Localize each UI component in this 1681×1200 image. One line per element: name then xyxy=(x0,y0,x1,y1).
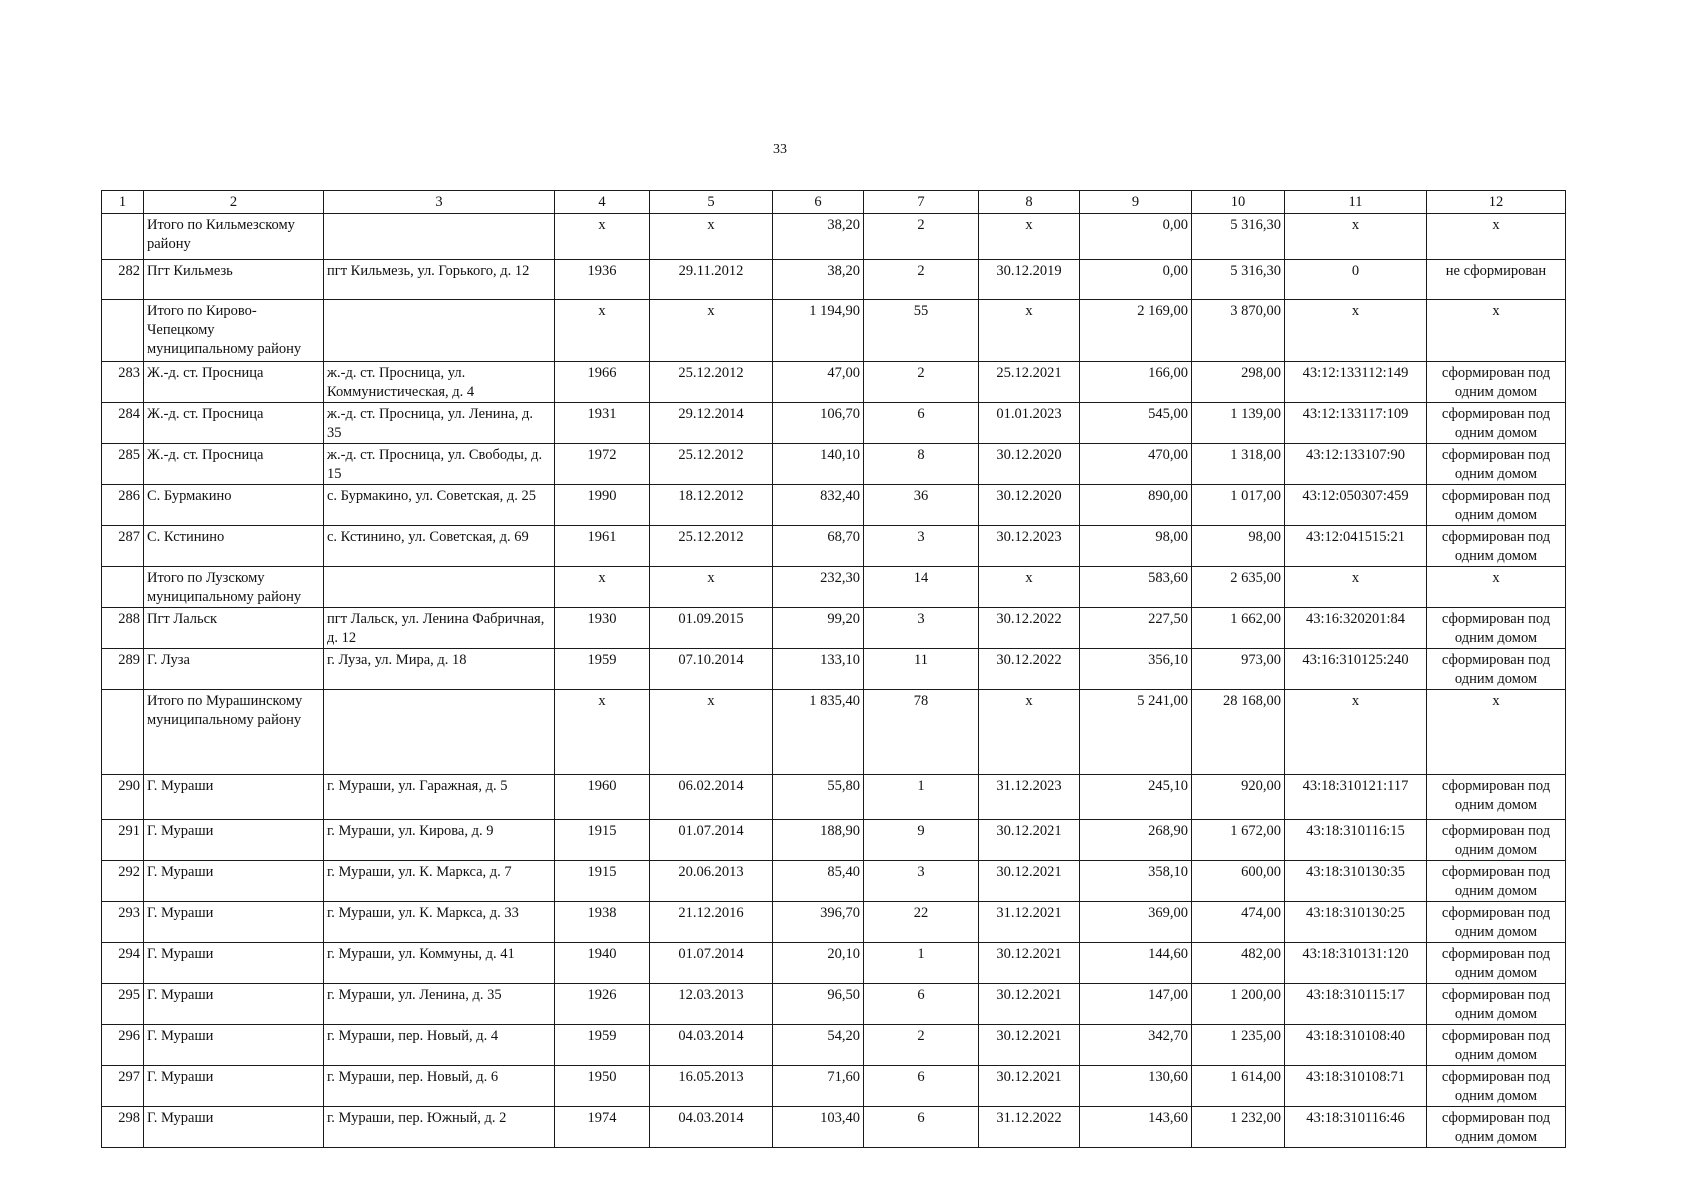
cadastral-number-cell: 0 xyxy=(1285,260,1427,300)
planned-area-cell: 143,60 xyxy=(1080,1107,1192,1148)
address-cell: ж.-д. ст. Просница, ул. Свободы, д. 15 xyxy=(324,444,555,485)
land-status-cell: не сформирован xyxy=(1427,260,1566,300)
land-area-cell: 5 316,30 xyxy=(1192,260,1285,300)
land-area-cell: 3 870,00 xyxy=(1192,300,1285,362)
column-number: 2 xyxy=(144,191,324,214)
housing-register-table xyxy=(101,190,1566,1148)
year-built-cell: 1972 xyxy=(555,444,650,485)
cadastral-number-cell: 43:12:133112:149 xyxy=(1285,362,1427,403)
residents-cell: 2 xyxy=(864,260,979,300)
resettlement-deadline-cell: 30.12.2021 xyxy=(979,1025,1080,1066)
land-status-cell: сформирован под одним домом xyxy=(1427,526,1566,567)
resettlement-deadline-cell: x xyxy=(979,300,1080,362)
address-cell: г. Мураши, ул. Коммуны, д. 41 xyxy=(324,943,555,984)
area-cell: 133,10 xyxy=(773,649,864,690)
settlement-cell: Итого по Кильмезскому району xyxy=(144,214,324,260)
land-area-cell: 1 017,00 xyxy=(1192,485,1285,526)
column-number: 3 xyxy=(324,191,555,214)
table-row xyxy=(102,984,1566,1025)
row-number-cell: 298 xyxy=(102,1107,144,1148)
planned-area-cell: 470,00 xyxy=(1080,444,1192,485)
table-row xyxy=(102,362,1566,403)
address-cell: г. Мураши, ул. К. Маркса, д. 33 xyxy=(324,902,555,943)
area-cell: 71,60 xyxy=(773,1066,864,1107)
settlement-cell: Пгт Кильмезь xyxy=(144,260,324,300)
land-status-cell: x xyxy=(1427,567,1566,608)
settlement-cell: Г. Мураши xyxy=(144,775,324,820)
address-cell: г. Луза, ул. Мира, д. 18 xyxy=(324,649,555,690)
resettlement-deadline-cell: 30.12.2020 xyxy=(979,485,1080,526)
resettlement-deadline-cell: 30.12.2021 xyxy=(979,1066,1080,1107)
column-number: 1 xyxy=(102,191,144,214)
cadastral-number-cell: 43:16:320201:84 xyxy=(1285,608,1427,649)
resettlement-deadline-cell: 31.12.2021 xyxy=(979,902,1080,943)
settlement-cell: Г. Мураши xyxy=(144,902,324,943)
year-built-cell: x xyxy=(555,300,650,362)
year-built-cell: 1959 xyxy=(555,1025,650,1066)
land-area-cell: 482,00 xyxy=(1192,943,1285,984)
residents-cell: 6 xyxy=(864,984,979,1025)
land-status-cell: сформирован под одним домом xyxy=(1427,861,1566,902)
area-cell: 38,20 xyxy=(773,214,864,260)
table-row xyxy=(102,1025,1566,1066)
area-cell: 38,20 xyxy=(773,260,864,300)
planned-area-cell: 147,00 xyxy=(1080,984,1192,1025)
year-built-cell: 1936 xyxy=(555,260,650,300)
address-cell: г. Мураши, ул. Ленина, д. 35 xyxy=(324,984,555,1025)
resettlement-deadline-cell: 31.12.2022 xyxy=(979,1107,1080,1148)
land-status-cell: сформирован под одним домом xyxy=(1427,820,1566,861)
planned-area-cell: 245,10 xyxy=(1080,775,1192,820)
land-area-cell: 474,00 xyxy=(1192,902,1285,943)
land-status-cell: сформирован под одним домом xyxy=(1427,902,1566,943)
cadastral-number-cell: 43:12:133107:90 xyxy=(1285,444,1427,485)
year-built-cell: 1974 xyxy=(555,1107,650,1148)
planned-area-cell: 583,60 xyxy=(1080,567,1192,608)
cadastral-number-cell: 43:18:310116:46 xyxy=(1285,1107,1427,1148)
settlement-cell: С. Кстинино xyxy=(144,526,324,567)
residents-cell: 9 xyxy=(864,820,979,861)
cadastral-number-cell: x xyxy=(1285,690,1427,775)
land-status-cell: x xyxy=(1427,300,1566,362)
year-built-cell: 1940 xyxy=(555,943,650,984)
land-status-cell: сформирован под одним домом xyxy=(1427,1066,1566,1107)
settlement-cell: Ж.-д. ст. Просница xyxy=(144,444,324,485)
planned-area-cell: 5 241,00 xyxy=(1080,690,1192,775)
land-status-cell: x xyxy=(1427,690,1566,775)
area-cell: 140,10 xyxy=(773,444,864,485)
land-area-cell: 1 662,00 xyxy=(1192,608,1285,649)
cadastral-number-cell: 43:18:310130:25 xyxy=(1285,902,1427,943)
land-area-cell: 1 232,00 xyxy=(1192,1107,1285,1148)
land-area-cell: 600,00 xyxy=(1192,861,1285,902)
land-status-cell: сформирован под одним домом xyxy=(1427,608,1566,649)
address-cell: ж.-д. ст. Просница, ул. Коммунистическая, д. 4 xyxy=(324,362,555,403)
cadastral-number-cell: 43:18:310116:15 xyxy=(1285,820,1427,861)
land-area-cell: 1 318,00 xyxy=(1192,444,1285,485)
land-area-cell: 973,00 xyxy=(1192,649,1285,690)
column-number: 7 xyxy=(864,191,979,214)
residents-cell: 3 xyxy=(864,608,979,649)
planned-area-cell: 356,10 xyxy=(1080,649,1192,690)
settlement-cell: Г. Мураши xyxy=(144,1025,324,1066)
table-row xyxy=(102,1107,1566,1148)
year-built-cell: 1931 xyxy=(555,403,650,444)
area-cell: 96,50 xyxy=(773,984,864,1025)
row-number-cell: 282 xyxy=(102,260,144,300)
land-status-cell: сформирован под одним домом xyxy=(1427,984,1566,1025)
column-number: 10 xyxy=(1192,191,1285,214)
land-status-cell: сформирован под одним домом xyxy=(1427,444,1566,485)
land-status-cell: сформирован под одним домом xyxy=(1427,649,1566,690)
address-cell: г. Мураши, ул. Кирова, д. 9 xyxy=(324,820,555,861)
district-total-row xyxy=(102,214,1566,260)
table-row xyxy=(102,943,1566,984)
area-cell: 99,20 xyxy=(773,608,864,649)
resettlement-deadline-cell: 30.12.2019 xyxy=(979,260,1080,300)
residents-cell: 1 xyxy=(864,943,979,984)
residents-cell: 6 xyxy=(864,1066,979,1107)
residents-cell: 36 xyxy=(864,485,979,526)
area-cell: 232,30 xyxy=(773,567,864,608)
recognition-date-cell: 06.02.2014 xyxy=(650,775,773,820)
planned-area-cell: 144,60 xyxy=(1080,943,1192,984)
area-cell: 1 835,40 xyxy=(773,690,864,775)
table-row xyxy=(102,649,1566,690)
recognition-date-cell: 18.12.2012 xyxy=(650,485,773,526)
cadastral-number-cell: x xyxy=(1285,300,1427,362)
cadastral-number-cell: x xyxy=(1285,567,1427,608)
recognition-date-cell: 16.05.2013 xyxy=(650,1066,773,1107)
residents-cell: 3 xyxy=(864,861,979,902)
settlement-cell: С. Бурмакино xyxy=(144,485,324,526)
residents-cell: 6 xyxy=(864,1107,979,1148)
settlement-cell: Г. Мураши xyxy=(144,820,324,861)
residents-cell: 22 xyxy=(864,902,979,943)
residents-cell: 14 xyxy=(864,567,979,608)
land-status-cell: сформирован под одним домом xyxy=(1427,362,1566,403)
year-built-cell: 1915 xyxy=(555,820,650,861)
resettlement-deadline-cell: x xyxy=(979,214,1080,260)
recognition-date-cell: x xyxy=(650,567,773,608)
area-cell: 55,80 xyxy=(773,775,864,820)
planned-area-cell: 0,00 xyxy=(1080,260,1192,300)
settlement-cell: Г. Мураши xyxy=(144,1066,324,1107)
planned-area-cell: 268,90 xyxy=(1080,820,1192,861)
table-row xyxy=(102,444,1566,485)
land-area-cell: 2 635,00 xyxy=(1192,567,1285,608)
settlement-cell: Г. Мураши xyxy=(144,861,324,902)
column-number-header-row xyxy=(102,191,1566,214)
table-row xyxy=(102,485,1566,526)
cadastral-number-cell: 43:12:050307:459 xyxy=(1285,485,1427,526)
page-number: 33 xyxy=(773,142,787,157)
resettlement-deadline-cell: x xyxy=(979,690,1080,775)
year-built-cell: 1915 xyxy=(555,861,650,902)
settlement-cell: Итого по Лузскому муниципальному району xyxy=(144,567,324,608)
recognition-date-cell: 21.12.2016 xyxy=(650,902,773,943)
land-area-cell: 1 614,00 xyxy=(1192,1066,1285,1107)
row-number-cell: 291 xyxy=(102,820,144,861)
settlement-cell: Г. Луза xyxy=(144,649,324,690)
land-status-cell: сформирован под одним домом xyxy=(1427,943,1566,984)
settlement-cell: Итого по Мурашинскому муниципальному району xyxy=(144,690,324,775)
planned-area-cell: 130,60 xyxy=(1080,1066,1192,1107)
address-cell xyxy=(324,567,555,608)
recognition-date-cell: 29.12.2014 xyxy=(650,403,773,444)
row-number-cell: 283 xyxy=(102,362,144,403)
recognition-date-cell: 07.10.2014 xyxy=(650,649,773,690)
resettlement-deadline-cell: 30.12.2023 xyxy=(979,526,1080,567)
resettlement-deadline-cell: 30.12.2022 xyxy=(979,608,1080,649)
year-built-cell: 1961 xyxy=(555,526,650,567)
residents-cell: 2 xyxy=(864,214,979,260)
recognition-date-cell: 01.07.2014 xyxy=(650,820,773,861)
area-cell: 832,40 xyxy=(773,485,864,526)
district-total-row xyxy=(102,300,1566,362)
settlement-cell: Итого по Кирово-Чепецкому муниципальному району xyxy=(144,300,324,362)
land-area-cell: 98,00 xyxy=(1192,526,1285,567)
year-built-cell: 1990 xyxy=(555,485,650,526)
table-row xyxy=(102,1066,1566,1107)
resettlement-deadline-cell: 31.12.2023 xyxy=(979,775,1080,820)
land-status-cell: сформирован под одним домом xyxy=(1427,485,1566,526)
resettlement-deadline-cell: 30.12.2020 xyxy=(979,444,1080,485)
resettlement-deadline-cell: 30.12.2021 xyxy=(979,984,1080,1025)
year-built-cell: 1966 xyxy=(555,362,650,403)
land-status-cell: сформирован под одним домом xyxy=(1427,775,1566,820)
residents-cell: 8 xyxy=(864,444,979,485)
address-cell: пгт Лальск, ул. Ленина Фабричная, д. 12 xyxy=(324,608,555,649)
planned-area-cell: 545,00 xyxy=(1080,403,1192,444)
table-row xyxy=(102,608,1566,649)
table-row xyxy=(102,902,1566,943)
recognition-date-cell: 25.12.2012 xyxy=(650,362,773,403)
row-number-cell: 296 xyxy=(102,1025,144,1066)
residents-cell: 6 xyxy=(864,403,979,444)
recognition-date-cell: x xyxy=(650,690,773,775)
row-number-cell: 293 xyxy=(102,902,144,943)
area-cell: 47,00 xyxy=(773,362,864,403)
column-number: 4 xyxy=(555,191,650,214)
year-built-cell: x xyxy=(555,214,650,260)
land-area-cell: 1 200,00 xyxy=(1192,984,1285,1025)
land-area-cell: 1 235,00 xyxy=(1192,1025,1285,1066)
cadastral-number-cell: 43:18:310131:120 xyxy=(1285,943,1427,984)
cadastral-number-cell: 43:18:310115:17 xyxy=(1285,984,1427,1025)
cadastral-number-cell: 43:16:310125:240 xyxy=(1285,649,1427,690)
recognition-date-cell: 01.07.2014 xyxy=(650,943,773,984)
resettlement-deadline-cell: 30.12.2021 xyxy=(979,861,1080,902)
address-cell: г. Мураши, ул. К. Маркса, д. 7 xyxy=(324,861,555,902)
planned-area-cell: 890,00 xyxy=(1080,485,1192,526)
address-cell: г. Мураши, пер. Южный, д. 2 xyxy=(324,1107,555,1148)
address-cell xyxy=(324,690,555,775)
cadastral-number-cell: 43:18:310108:71 xyxy=(1285,1066,1427,1107)
year-built-cell: 1950 xyxy=(555,1066,650,1107)
planned-area-cell: 227,50 xyxy=(1080,608,1192,649)
address-cell: с. Бурмакино, ул. Советская, д. 25 xyxy=(324,485,555,526)
recognition-date-cell: 29.11.2012 xyxy=(650,260,773,300)
column-number: 12 xyxy=(1427,191,1566,214)
planned-area-cell: 358,10 xyxy=(1080,861,1192,902)
resettlement-deadline-cell: 30.12.2021 xyxy=(979,943,1080,984)
year-built-cell: x xyxy=(555,567,650,608)
area-cell: 20,10 xyxy=(773,943,864,984)
recognition-date-cell: 01.09.2015 xyxy=(650,608,773,649)
column-number: 5 xyxy=(650,191,773,214)
resettlement-deadline-cell: 30.12.2021 xyxy=(979,820,1080,861)
address-cell: с. Кстинино, ул. Советская, д. 69 xyxy=(324,526,555,567)
address-cell: г. Мураши, ул. Гаражная, д. 5 xyxy=(324,775,555,820)
residents-cell: 2 xyxy=(864,1025,979,1066)
district-total-row xyxy=(102,690,1566,775)
planned-area-cell: 342,70 xyxy=(1080,1025,1192,1066)
residents-cell: 11 xyxy=(864,649,979,690)
table-row xyxy=(102,820,1566,861)
land-status-cell: x xyxy=(1427,214,1566,260)
recognition-date-cell: x xyxy=(650,300,773,362)
land-area-cell: 1 672,00 xyxy=(1192,820,1285,861)
cadastral-number-cell: 43:12:041515:21 xyxy=(1285,526,1427,567)
address-cell: ж.-д. ст. Просница, ул. Ленина, д. 35 xyxy=(324,403,555,444)
recognition-date-cell: 04.03.2014 xyxy=(650,1025,773,1066)
row-number-cell: 287 xyxy=(102,526,144,567)
column-number: 11 xyxy=(1285,191,1427,214)
area-cell: 103,40 xyxy=(773,1107,864,1148)
residents-cell: 78 xyxy=(864,690,979,775)
column-number: 6 xyxy=(773,191,864,214)
area-cell: 396,70 xyxy=(773,902,864,943)
cadastral-number-cell: x xyxy=(1285,214,1427,260)
row-number-cell: 290 xyxy=(102,775,144,820)
year-built-cell: x xyxy=(555,690,650,775)
column-number: 8 xyxy=(979,191,1080,214)
land-area-cell: 28 168,00 xyxy=(1192,690,1285,775)
resettlement-deadline-cell: x xyxy=(979,567,1080,608)
cadastral-number-cell: 43:12:133117:109 xyxy=(1285,403,1427,444)
land-area-cell: 920,00 xyxy=(1192,775,1285,820)
land-area-cell: 5 316,30 xyxy=(1192,214,1285,260)
area-cell: 85,40 xyxy=(773,861,864,902)
planned-area-cell: 2 169,00 xyxy=(1080,300,1192,362)
table-row xyxy=(102,403,1566,444)
year-built-cell: 1960 xyxy=(555,775,650,820)
recognition-date-cell: 25.12.2012 xyxy=(650,444,773,485)
cadastral-number-cell: 43:18:310130:35 xyxy=(1285,861,1427,902)
recognition-date-cell: 04.03.2014 xyxy=(650,1107,773,1148)
recognition-date-cell: 20.06.2013 xyxy=(650,861,773,902)
area-cell: 68,70 xyxy=(773,526,864,567)
row-number-cell: 286 xyxy=(102,485,144,526)
row-number-cell: 284 xyxy=(102,403,144,444)
resettlement-deadline-cell: 25.12.2021 xyxy=(979,362,1080,403)
settlement-cell: Пгт Лальск xyxy=(144,608,324,649)
residents-cell: 1 xyxy=(864,775,979,820)
address-cell xyxy=(324,214,555,260)
table-body xyxy=(102,214,1566,1148)
address-cell: г. Мураши, пер. Новый, д. 6 xyxy=(324,1066,555,1107)
settlement-cell: Ж.-д. ст. Просница xyxy=(144,403,324,444)
settlement-cell: Г. Мураши xyxy=(144,1107,324,1148)
address-cell xyxy=(324,300,555,362)
row-number-cell: 295 xyxy=(102,984,144,1025)
resettlement-deadline-cell: 30.12.2022 xyxy=(979,649,1080,690)
row-number-cell: 288 xyxy=(102,608,144,649)
land-status-cell: сформирован под одним домом xyxy=(1427,1025,1566,1066)
row-number-cell xyxy=(102,300,144,362)
recognition-date-cell: 12.03.2013 xyxy=(650,984,773,1025)
residents-cell: 2 xyxy=(864,362,979,403)
land-area-cell: 1 139,00 xyxy=(1192,403,1285,444)
row-number-cell: 285 xyxy=(102,444,144,485)
address-cell: г. Мураши, пер. Новый, д. 4 xyxy=(324,1025,555,1066)
row-number-cell xyxy=(102,214,144,260)
land-area-cell: 298,00 xyxy=(1192,362,1285,403)
cadastral-number-cell: 43:18:310121:117 xyxy=(1285,775,1427,820)
residents-cell: 55 xyxy=(864,300,979,362)
year-built-cell: 1959 xyxy=(555,649,650,690)
resettlement-deadline-cell: 01.01.2023 xyxy=(979,403,1080,444)
area-cell: 106,70 xyxy=(773,403,864,444)
land-status-cell: сформирован под одним домом xyxy=(1427,403,1566,444)
row-number-cell xyxy=(102,567,144,608)
year-built-cell: 1938 xyxy=(555,902,650,943)
address-cell: пгт Кильмезь, ул. Горького, д. 12 xyxy=(324,260,555,300)
planned-area-cell: 369,00 xyxy=(1080,902,1192,943)
row-number-cell xyxy=(102,690,144,775)
planned-area-cell: 98,00 xyxy=(1080,526,1192,567)
table-row xyxy=(102,526,1566,567)
row-number-cell: 292 xyxy=(102,861,144,902)
year-built-cell: 1930 xyxy=(555,608,650,649)
land-status-cell: сформирован под одним домом xyxy=(1427,1107,1566,1148)
row-number-cell: 289 xyxy=(102,649,144,690)
row-number-cell: 294 xyxy=(102,943,144,984)
residents-cell: 3 xyxy=(864,526,979,567)
settlement-cell: Ж.-д. ст. Просница xyxy=(144,362,324,403)
settlement-cell: Г. Мураши xyxy=(144,943,324,984)
row-number-cell: 297 xyxy=(102,1066,144,1107)
year-built-cell: 1926 xyxy=(555,984,650,1025)
table-row xyxy=(102,775,1566,820)
area-cell: 54,20 xyxy=(773,1025,864,1066)
district-total-row xyxy=(102,567,1566,608)
cadastral-number-cell: 43:18:310108:40 xyxy=(1285,1025,1427,1066)
column-number: 9 xyxy=(1080,191,1192,214)
table-row xyxy=(102,260,1566,300)
planned-area-cell: 166,00 xyxy=(1080,362,1192,403)
settlement-cell: Г. Мураши xyxy=(144,984,324,1025)
area-cell: 1 194,90 xyxy=(773,300,864,362)
table-row xyxy=(102,861,1566,902)
recognition-date-cell: x xyxy=(650,214,773,260)
area-cell: 188,90 xyxy=(773,820,864,861)
recognition-date-cell: 25.12.2012 xyxy=(650,526,773,567)
planned-area-cell: 0,00 xyxy=(1080,214,1192,260)
